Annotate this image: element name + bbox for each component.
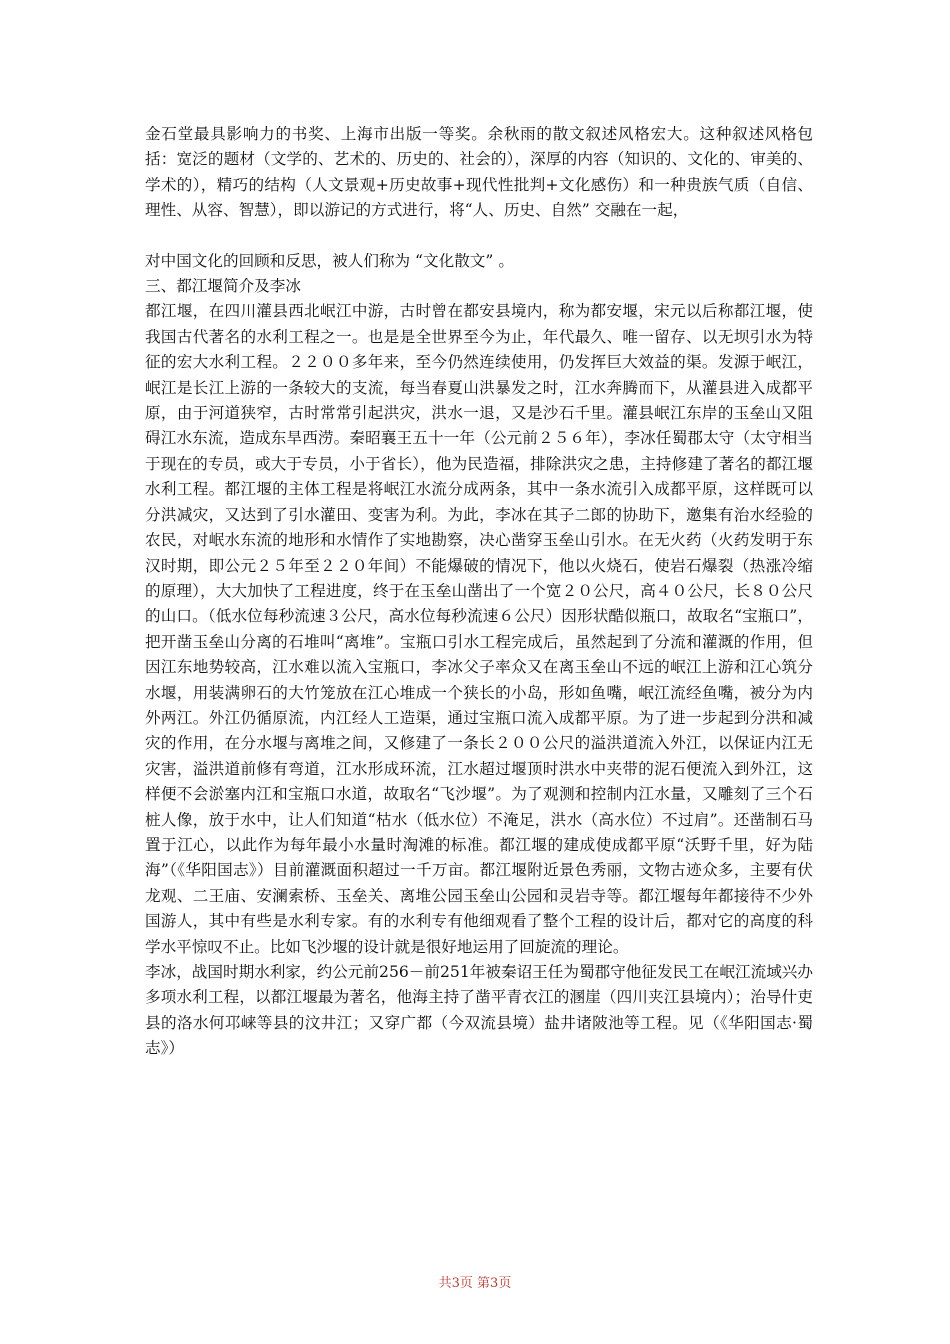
dujiangyan-paragraph: 都江堰，在四川灌县西北岷江中游，古时曾在都安县境内，称为都安堰，宋元以后称都江堰，使我国古代著名的水利工程之一。也是是全世界至今为止，年代最久、唯一留存、以无坝引水为特征的宏大水利工程。２２００多年来，至今仍然连续使用，仍发挥巨大效益的渠。发源于岷江，岷江是长江上游的一条较大的支流，每当春夏山洪暴发之时，江水奔腾而下，从灌县进入成都平原，由于河道狭窄，古时常常引起洪灾，洪水一退，又是沙石千里。灌县岷江东岸的玉垒山又阻碍江水东流，造成东旱西涝。秦昭襄王五十一年（公元前２５６年），李冰任蜀郡太守（太守相当于现在的专员，或大于专员，小于省长），他为民造福，排除洪灾之患，主持修建了著名的都江堰水利工程。都江堰的主体工程是将岷江水流分成两条，其中一条水流引入成都平原，这样既可以分洪减灾，又达到了引水灌田、变害为利。为此，李冰在其子二郎的协助下，邀集有治水经验的农民，对岷水东流的地形和水情作了实地勘察，决心凿穿玉垒山引水。在无火药（火药发明于东汉时期，即公元２５年至２２０年间）不能爆破的情况下，他以火烧石，使岩石爆裂（热涨冷缩的原理），大大加快了工程进度，终于在玉垒山凿出了一个宽２０公尺，高４０公尺，长８０公尺的山口。（低水位每秒流速３公尺，高水位每秒流速６公尺）因形状酷似瓶口，故取名“宝瓶口”，把开凿玉垒山分离的石堆叫“离堆”。宝瓶口引水工程完成后，虽然起到了分流和灌溉的作用，但因江东地势较高，江水难以流入宝瓶口，李冰父子率众又在离玉垒山不远的岷江上游和江心筑分水堰，用装满卵石的大竹笼放在江心堆成一个狭长的小岛，形如鱼嘴，岷江流经鱼嘴，被分为内外两江。外江仍循原流，内江经人工造渠，通过宝瓶口流入成都平原。为了进一步起到分洪和减灾的作用，在分水堰与离堆之间，又修建了一条长２００公尺的溢洪道流入外江，以保证内江无灾害，溢洪道前修有弯道，江水形成环流，江水超过堰顶时洪水中夹带的泥石便流入到外江，这样便不会淤塞内江和宝瓶口水道，故取名“飞沙堰”。为了观测和控制内江水量，又雕刻了三个石桩人像，放于水中，让人们知道“枯水（低水位）不淹足，洪水（高水位）不过肩”。还凿制石马置于江心，以此作为每年最小水量时淘滩的标准。都江堰的建成使成都平原“沃野千里，好为陆海”（《华阳国志》）目前灌溉面积超过一千万亩。都江堰附近景色秀丽，文物古迹众多，主要有伏龙观、二王庙、安澜索桥、玉垒关、离堆公园玉垒山公园和灵岩寺等。都江堰每年都接待不少外国游人，其中有些是水利专家。有的水利专有他细观看了整个工程的设计后，都对它的高度的科学水平惊叹不止。比如飞沙堰的设计就是很好地运用了回旋流的理论。 <box>145 302 813 956</box>
section-heading: 三、都江堰简介及李冰 <box>145 277 301 296</box>
intro-paragraph: 金石堂最具影响力的书奖、上海市出版一等奖。余秋雨的散文叙述风格宏大。这种叙述风格包括：宽泛的题材（文学的、艺术的、历史的、社会的），深厚的内容（知识的、文化的、审美的、学术的），精巧的结构（人文景观+历史故事+现代性批判+文化感伤）和一种贵族气质（自信、理性、从容、智慧），即以游记的方式进行，将“人、历史、自然” 交融在一起， <box>145 125 813 220</box>
intro-continuation: 对中国文化的回顾和反思，被人们称为 “文化散文” 。 <box>145 251 514 270</box>
document-body <box>145 122 813 1062</box>
libing-paragraph: 李冰，战国时期水利家，约公元前256－前251年被秦诏王任为蜀郡守他征发民工在岷江流域兴办多项水利工程，以都江堰最为著名，他海主持了凿平青衣江的溷崖（四川夹江县境内）；治导什吏县的洛水何邛崃等县的汶井江；又穿广都（今双流县境）盐井诸陂池等工程。见（《华阳国志·蜀志》） <box>145 963 813 1058</box>
paragraph-gap <box>145 224 813 249</box>
page-footer: 共3页 第3页 <box>438 1276 512 1291</box>
